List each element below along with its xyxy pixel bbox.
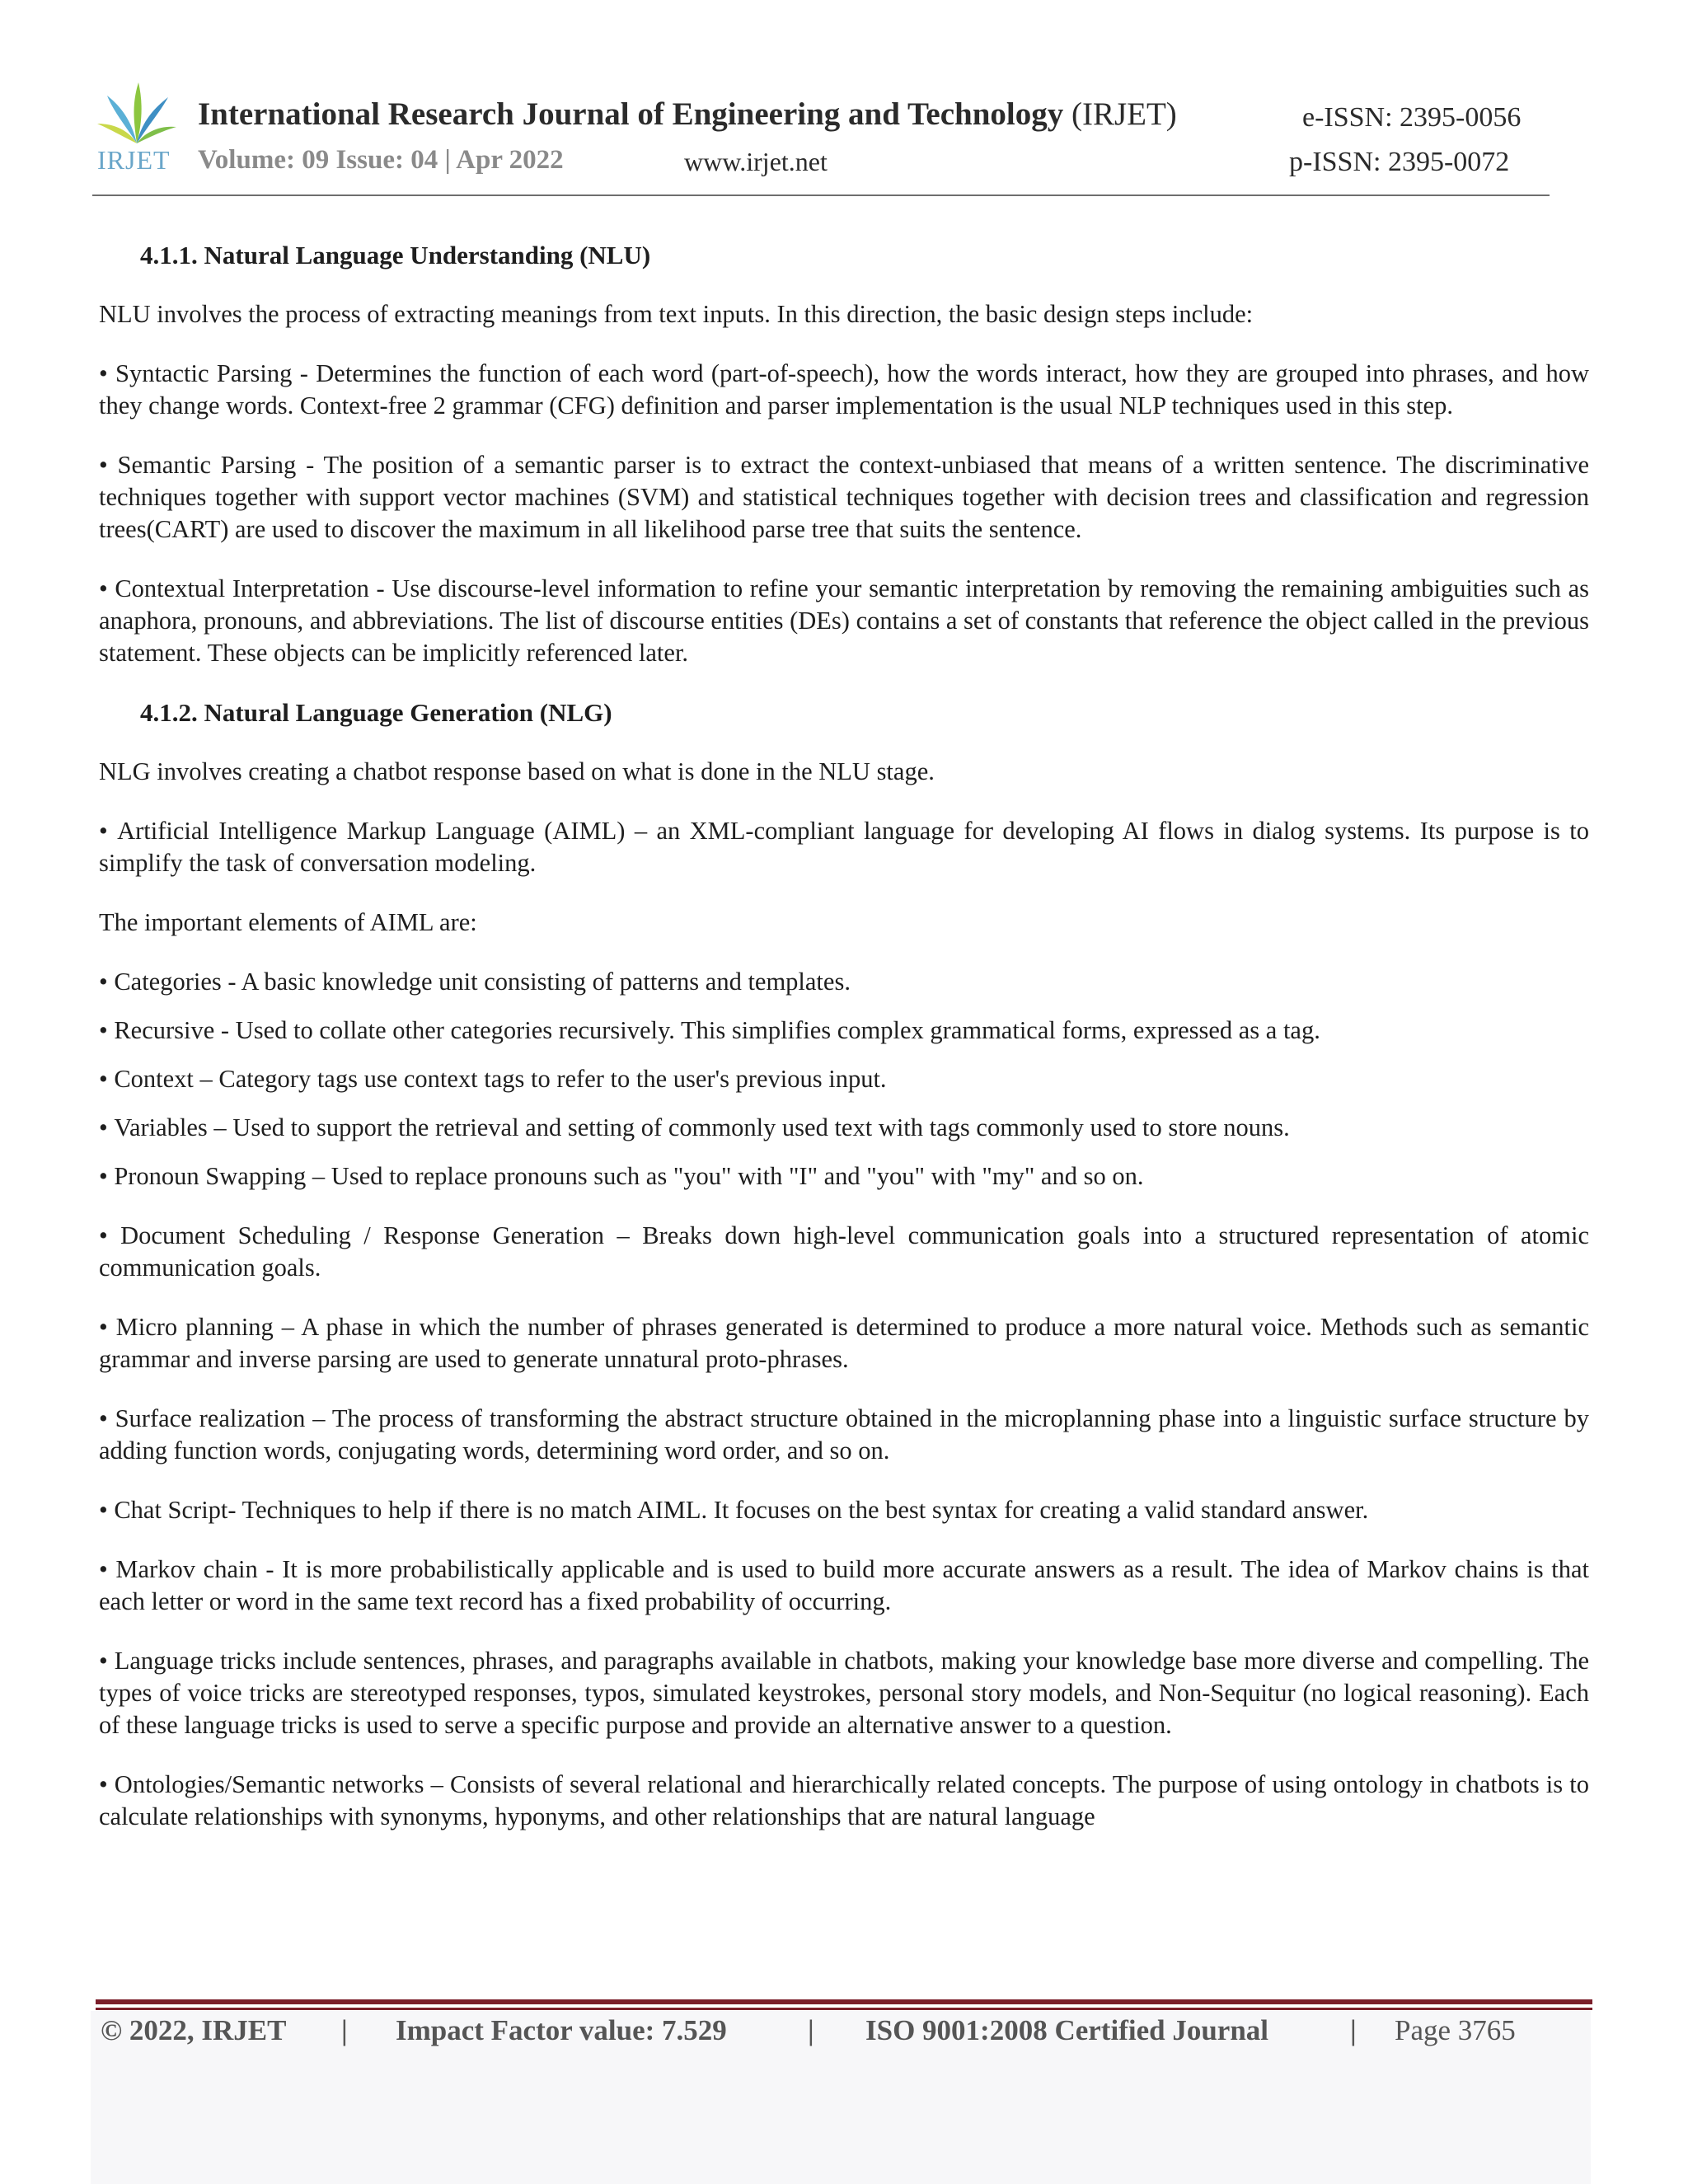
footer-rule-thick <box>96 1999 1592 2004</box>
footer-separator: | <box>1350 2014 1357 2046</box>
bullet-aiml <box>99 815 1589 879</box>
bullet-text: Micro planning – A phase in which the number of phrases generated is determined to produce a more natural voice. Methods such as semantic grammar and inverse parsing are used to generate unnatural proto-phrases. <box>99 1313 1589 1373</box>
bullet-micro-planning <box>99 1311 1589 1376</box>
bullet-semantic-parsing <box>99 449 1589 546</box>
bullet-context <box>99 1063 1589 1095</box>
footer-separator: | <box>341 2014 348 2046</box>
bullet-text: Ontologies/Semantic networks – Consists of several relational and hierarchically related concepts. The purpose of using ontology in chatbots is to calculate relationships with synonyms, hyponyms, and other relationships that are natural language <box>99 1770 1589 1830</box>
bullet-text: Syntactic Parsing - Determines the function of each word (part-of-speech), how the words interact, how they are grouped into phrases, and how they change words. Context-free 2 grammar (CFG) definition and parser implementation is the usual NLP techniques used in this step. <box>99 359 1589 419</box>
bullet-pronoun-swapping <box>99 1160 1589 1193</box>
bullet-categories <box>99 966 1589 998</box>
bullet-contextual-interpretation <box>99 573 1589 669</box>
journal-title <box>198 96 1177 133</box>
bullet-text: Semantic Parsing - The position of a semantic parser is to extract the context-unbiased that means of a written sentence. The discriminative techniques together with support vector machines (SVM) and statistical techniques together with decision trees and classification and regression trees(CART) are used to discover the maximum in all likelihood parse tree that suits the sentence. <box>99 451 1589 543</box>
page-header <box>92 79 1550 196</box>
volume-issue: Volume: 09 Issue: 04 | Apr 2022 <box>198 145 564 175</box>
footer-impact-factor: Impact Factor value: 7.529 <box>396 2014 727 2046</box>
bullet-text: Pronoun Swapping – Used to replace pronouns such as "you" with "I" and "you" with "my" and so on. <box>114 1162 1144 1190</box>
logo-leaves-icon <box>96 79 178 145</box>
bullet-text: Artificial Intelligence Markup Language (AIML) – an XML-compliant language for developing AI flows in dialog systems. Its purpose is to simplify the task of conversation modeling. <box>99 817 1589 877</box>
logo-text: IRJET <box>97 145 171 175</box>
bullet-text: Recursive - Used to collate other categories recursively. This simplifies complex grammatical forms, expressed as a tag. <box>114 1016 1320 1044</box>
bullet-text: Language tricks include sentences, phrases, and paragraphs available in chatbots, making your knowledge base more diverse and compelling. The types of voice tricks are stereotyped responses, typos, simulated keystrokes, personal story models, and Non-Sequitur (no logical reasoning). Each of these language tricks is used to serve a specific purpose and provide an alternative answer to a question. <box>99 1647 1590 1739</box>
bullet-language-tricks <box>99 1645 1589 1741</box>
bullet-surface-realization <box>99 1403 1589 1467</box>
journal-name: International Research Journal of Engineering and Technology <box>198 96 1064 132</box>
footer-copyright: © 2022, IRJET <box>101 2014 287 2046</box>
bullet-text: Contextual Interpretation - Use discourse-level information to refine your semantic interpretation by removing the remaining ambiguities such as anaphora, pronouns, and abbreviations. The list of discourse entities (DEs) contains a set of constants that reference the object called in the previous statement. These objects can be implicitly referenced later. <box>99 574 1589 667</box>
bullet-markov-chain <box>99 1554 1589 1618</box>
footer-iso: ISO 9001:2008 Certified Journal <box>865 2014 1269 2046</box>
header-divider <box>92 194 1550 196</box>
paragraph-nlu-intro: NLU involves the process of extracting meanings from text inputs. In this direction, the basic design steps include: <box>99 300 1254 328</box>
bullet-syntactic-parsing <box>99 358 1589 422</box>
bullet-text: Categories - A basic knowledge unit consisting of patterns and templates. <box>114 968 851 996</box>
article-body <box>99 239 1589 1860</box>
bullet-text: Document Scheduling / Response Generation – Breaks down high-level communication goals into a structured representation of atomic communication goals. <box>99 1221 1589 1282</box>
section-heading-nlg: 4.1.2. Natural Language Generation (NLG) <box>140 698 612 727</box>
bullet-text: Chat Script- Techniques to help if there is no match AIML. It focuses on the best syntax for creating a valid standard answer. <box>114 1496 1369 1524</box>
p-issn: p-ISSN: 2395-0072 <box>1289 147 1510 177</box>
website-link[interactable]: www.irjet.net <box>684 147 828 176</box>
bullet-text: Context – Category tags use context tags to refer to the user's previous input. <box>114 1065 887 1093</box>
footer-background <box>91 2011 1591 2184</box>
footer-separator: | <box>808 2014 814 2046</box>
bullet-text: Surface realization – The process of transforming the abstract structure obtained in the microplanning phase into a linguistic surface structure by adding function words, conjugating words, determining word order, and so on. <box>99 1404 1589 1465</box>
bullet-recursive <box>99 1015 1589 1047</box>
bullet-document-scheduling <box>99 1220 1589 1284</box>
bullet-variables <box>99 1112 1589 1144</box>
bullet-ontologies <box>99 1769 1589 1833</box>
section-heading-nlu: 4.1.1. Natural Language Understanding (NLU) <box>140 241 651 269</box>
paragraph-aiml-elements: The important elements of AIML are: <box>99 908 477 936</box>
paragraph-nlg-intro: NLG involves creating a chatbot response based on what is done in the NLU stage. <box>99 757 935 785</box>
bullet-text: Variables – Used to support the retrieval and setting of commonly used text with tags commonly used to store nouns. <box>114 1113 1290 1141</box>
footer-page-number: Page 3765 <box>1395 2014 1516 2046</box>
footer-rule-thin <box>96 2008 1592 2010</box>
journal-abbr: (IRJET) <box>1071 96 1177 132</box>
irjet-logo <box>92 79 181 178</box>
bullet-text: Markov chain - It is more probabilistically applicable and is used to build more accurate answers as a result. The idea of Markov chains is that each letter or word in the same text record has a fixed probability of occurring. <box>99 1555 1589 1615</box>
bullet-chat-script <box>99 1494 1589 1526</box>
e-issn: e-ISSN: 2395-0056 <box>1302 102 1522 133</box>
